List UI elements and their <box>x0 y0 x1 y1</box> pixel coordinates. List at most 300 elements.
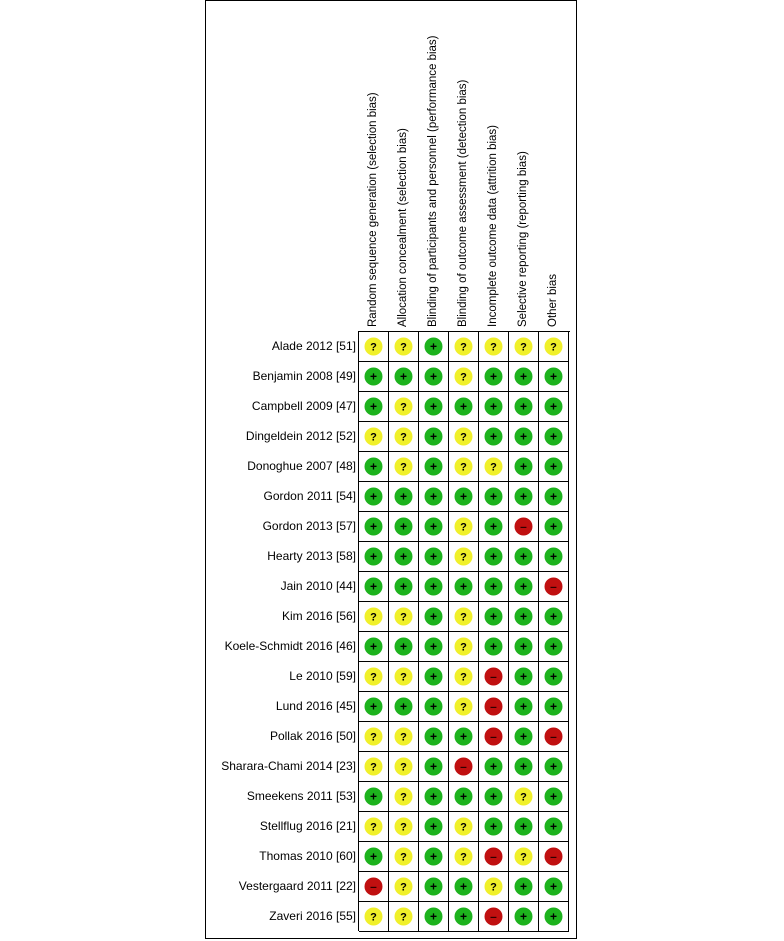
rating-symbol: + <box>519 549 528 564</box>
rating-symbol: + <box>399 519 408 534</box>
rating-low-risk <box>515 398 533 416</box>
rating-low-risk <box>455 488 473 506</box>
rating-symbol: – <box>490 849 497 864</box>
rating-symbol: + <box>369 849 378 864</box>
rating-low-risk <box>425 488 443 506</box>
rating-symbol: ? <box>460 341 467 354</box>
rating-low-risk <box>545 518 563 536</box>
rating-low-risk <box>545 638 563 656</box>
rating-low-risk <box>545 398 563 416</box>
rating-symbol: ? <box>370 911 377 924</box>
rating-symbol: ? <box>400 821 407 834</box>
rating-symbol: + <box>489 759 498 774</box>
rating-symbol: + <box>429 639 438 654</box>
rating-high-risk <box>365 878 383 896</box>
rating-low-risk <box>425 368 443 386</box>
study-label: Benjamin 2008 [49] <box>252 369 356 383</box>
rating-low-risk <box>395 698 413 716</box>
rating-symbol: + <box>429 399 438 414</box>
rating-low-risk <box>545 548 563 566</box>
rating-low-risk <box>425 518 443 536</box>
rating-low-risk <box>425 338 443 356</box>
rating-low-risk <box>395 368 413 386</box>
rating-symbol: ? <box>370 341 377 354</box>
rating-unclear-risk <box>365 728 383 746</box>
rating-low-risk <box>545 878 563 896</box>
rating-symbol: ? <box>520 791 527 804</box>
rating-symbol: + <box>459 489 468 504</box>
rating-symbol: ? <box>400 731 407 744</box>
rating-high-risk <box>545 848 563 866</box>
rating-high-risk <box>545 728 563 746</box>
rating-low-risk <box>485 548 503 566</box>
rating-symbol: + <box>519 669 528 684</box>
rating-high-risk <box>485 908 503 926</box>
rating-low-risk <box>515 668 533 686</box>
rating-low-risk <box>545 668 563 686</box>
study-label: Vestergaard 2011 [22] <box>238 879 356 893</box>
rating-symbol: + <box>369 639 378 654</box>
rating-symbol: + <box>549 549 558 564</box>
rating-symbol: ? <box>370 671 377 684</box>
rating-symbol: + <box>519 459 528 474</box>
rating-symbol: + <box>429 429 438 444</box>
rating-symbol: + <box>519 819 528 834</box>
rating-unclear-risk <box>395 878 413 896</box>
study-label: Le 2010 [59] <box>289 669 356 683</box>
rating-symbol: + <box>459 789 468 804</box>
rating-low-risk <box>545 608 563 626</box>
rating-symbol: – <box>520 519 527 534</box>
rating-symbol: + <box>459 909 468 924</box>
risk-of-bias-svg <box>359 332 571 932</box>
rating-symbol: + <box>489 789 498 804</box>
rating-symbol: + <box>369 789 378 804</box>
rating-low-risk <box>425 908 443 926</box>
rating-symbol: + <box>549 909 558 924</box>
rating-low-risk <box>365 848 383 866</box>
rating-low-risk <box>365 368 383 386</box>
rating-symbol: + <box>429 339 438 354</box>
rating-low-risk <box>485 518 503 536</box>
rating-unclear-risk <box>365 608 383 626</box>
rating-symbol: + <box>429 879 438 894</box>
rating-unclear-risk <box>365 908 383 926</box>
rating-symbol: + <box>489 519 498 534</box>
rating-symbol: ? <box>460 671 467 684</box>
study-label: Lund 2016 [45] <box>275 699 356 713</box>
rating-low-risk <box>395 578 413 596</box>
rating-symbol: ? <box>460 821 467 834</box>
rating-symbol: + <box>369 579 378 594</box>
rating-symbol: + <box>489 489 498 504</box>
rating-low-risk <box>485 398 503 416</box>
study-label: Gordon 2011 [54] <box>263 489 356 503</box>
rating-low-risk <box>425 398 443 416</box>
rating-symbol: ? <box>460 551 467 564</box>
rating-low-risk <box>545 818 563 836</box>
rating-low-risk <box>395 548 413 566</box>
domain-label: Other bias <box>547 273 559 327</box>
rating-unclear-risk <box>395 758 413 776</box>
study-label: Campbell 2009 [47] <box>251 399 356 413</box>
rating-symbol: – <box>490 729 497 744</box>
study-label: Alade 2012 [51] <box>271 339 356 353</box>
rating-low-risk <box>455 878 473 896</box>
rating-symbol: – <box>370 879 377 894</box>
rating-symbol: + <box>459 399 468 414</box>
rating-symbol: + <box>429 729 438 744</box>
rating-low-risk <box>545 368 563 386</box>
rating-symbol: + <box>549 399 558 414</box>
rating-symbol: + <box>549 699 558 714</box>
rating-low-risk <box>515 758 533 776</box>
rating-low-risk <box>425 638 443 656</box>
rating-symbol: ? <box>520 851 527 864</box>
rating-symbol: + <box>369 519 378 534</box>
rating-unclear-risk <box>455 518 473 536</box>
domain-label: Blinding of participants and personnel (performance bias) <box>427 35 439 327</box>
rating-symbol: + <box>429 609 438 624</box>
rating-low-risk <box>455 788 473 806</box>
rating-symbol: + <box>399 489 408 504</box>
rating-symbol: + <box>549 789 558 804</box>
rating-high-risk <box>455 758 473 776</box>
rating-symbol: + <box>519 399 528 414</box>
rating-symbol: + <box>369 699 378 714</box>
rating-low-risk <box>455 578 473 596</box>
rating-high-risk <box>515 518 533 536</box>
rating-low-risk <box>425 668 443 686</box>
rating-symbol: + <box>429 789 438 804</box>
rating-unclear-risk <box>455 338 473 356</box>
rating-symbol: + <box>429 909 438 924</box>
study-label: Dingeldein 2012 [52] <box>245 429 356 443</box>
rating-low-risk <box>515 578 533 596</box>
rating-unclear-risk <box>395 608 413 626</box>
rating-low-risk <box>425 728 443 746</box>
rating-symbol: ? <box>490 881 497 894</box>
rating-unclear-risk <box>395 458 413 476</box>
rating-symbol: ? <box>550 341 557 354</box>
rating-unclear-risk <box>395 398 413 416</box>
rating-unclear-risk <box>455 818 473 836</box>
rating-symbol: + <box>519 429 528 444</box>
rating-symbol: + <box>489 639 498 654</box>
rating-symbol: + <box>399 549 408 564</box>
rating-symbol: + <box>489 369 498 384</box>
study-label: Jain 2010 [44] <box>280 579 356 593</box>
rating-symbol: + <box>429 489 438 504</box>
rating-symbol: ? <box>400 671 407 684</box>
rating-unclear-risk <box>455 698 473 716</box>
rating-symbol: ? <box>460 641 467 654</box>
rating-symbol: + <box>399 369 408 384</box>
study-label: Donoghue 2007 [48] <box>247 459 356 473</box>
rating-symbol: ? <box>460 431 467 444</box>
rating-symbol: + <box>489 549 498 564</box>
rating-unclear-risk <box>515 848 533 866</box>
domain-label: Incomplete outcome data (attrition bias) <box>487 125 499 327</box>
rating-low-risk <box>485 788 503 806</box>
rating-symbol: + <box>429 459 438 474</box>
rating-low-risk <box>425 848 443 866</box>
rating-symbol: + <box>519 489 528 504</box>
rating-symbol: ? <box>400 401 407 414</box>
rating-symbol: + <box>459 579 468 594</box>
rating-symbol: – <box>460 759 467 774</box>
rating-unclear-risk <box>545 338 563 356</box>
rating-high-risk <box>485 728 503 746</box>
rating-low-risk <box>485 488 503 506</box>
rating-symbol: + <box>489 399 498 414</box>
rating-symbol: + <box>369 549 378 564</box>
rating-symbol: + <box>549 759 558 774</box>
rating-low-risk <box>545 428 563 446</box>
domain-label: Random sequence generation (selection bias) <box>367 92 379 327</box>
rating-low-risk <box>515 878 533 896</box>
rating-symbol: + <box>549 459 558 474</box>
rating-symbol: + <box>459 729 468 744</box>
rating-symbol: ? <box>400 791 407 804</box>
rating-symbol: ? <box>370 731 377 744</box>
rating-symbol: + <box>399 699 408 714</box>
rating-high-risk <box>485 668 503 686</box>
rating-symbol: + <box>429 579 438 594</box>
rating-unclear-risk <box>365 818 383 836</box>
rating-symbol: + <box>519 369 528 384</box>
rating-low-risk <box>365 548 383 566</box>
rating-symbol: ? <box>400 431 407 444</box>
rating-unclear-risk <box>395 728 413 746</box>
rating-symbol: ? <box>370 431 377 444</box>
rating-symbol: + <box>489 429 498 444</box>
rating-low-risk <box>395 638 413 656</box>
rating-high-risk <box>545 578 563 596</box>
rating-unclear-risk <box>455 548 473 566</box>
rating-low-risk <box>425 818 443 836</box>
rating-symbol: + <box>429 849 438 864</box>
rating-symbol: + <box>429 759 438 774</box>
rating-unclear-risk <box>485 878 503 896</box>
rating-low-risk <box>365 578 383 596</box>
rating-unclear-risk <box>395 788 413 806</box>
rating-symbol: + <box>519 759 528 774</box>
rating-high-risk <box>485 848 503 866</box>
rating-low-risk <box>545 908 563 926</box>
rating-low-risk <box>455 398 473 416</box>
rating-symbol: – <box>490 669 497 684</box>
rating-symbol: + <box>549 519 558 534</box>
rating-symbol: ? <box>400 761 407 774</box>
rating-low-risk <box>425 788 443 806</box>
rating-low-risk <box>485 638 503 656</box>
rating-symbol: + <box>459 879 468 894</box>
rating-low-risk <box>485 428 503 446</box>
rating-low-risk <box>485 758 503 776</box>
rating-unclear-risk <box>455 848 473 866</box>
study-label: Sharara-Chami 2014 [23] <box>221 759 356 773</box>
rating-unclear-risk <box>455 428 473 446</box>
domain-label: Allocation concealment (selection bias) <box>397 128 409 327</box>
rating-low-risk <box>515 368 533 386</box>
rating-symbol: ? <box>460 461 467 474</box>
rating-low-risk <box>515 548 533 566</box>
rating-symbol: + <box>399 639 408 654</box>
rating-low-risk <box>455 728 473 746</box>
rating-low-risk <box>515 638 533 656</box>
rating-unclear-risk <box>395 818 413 836</box>
rating-low-risk <box>515 908 533 926</box>
rating-low-risk <box>425 878 443 896</box>
rating-symbol: ? <box>490 461 497 474</box>
rating-low-risk <box>485 608 503 626</box>
rating-low-risk <box>485 578 503 596</box>
rating-low-risk <box>545 758 563 776</box>
rating-unclear-risk <box>395 668 413 686</box>
rating-symbol: + <box>369 369 378 384</box>
rating-symbol: + <box>429 369 438 384</box>
rating-symbol: + <box>519 579 528 594</box>
rating-symbol: – <box>550 579 557 594</box>
study-label: Hearty 2013 [58] <box>267 549 356 563</box>
rating-symbol: ? <box>400 461 407 474</box>
rating-low-risk <box>515 818 533 836</box>
rating-symbol: – <box>550 849 557 864</box>
rating-symbol: + <box>519 699 528 714</box>
rating-unclear-risk <box>485 458 503 476</box>
rating-unclear-risk <box>455 608 473 626</box>
rating-unclear-risk <box>395 338 413 356</box>
rating-low-risk <box>485 368 503 386</box>
domain-label: Selective reporting (reporting bias) <box>517 151 529 327</box>
rating-symbol: ? <box>460 851 467 864</box>
study-label: Koele-Schmidt 2016 [46] <box>224 639 356 653</box>
rating-low-risk <box>515 488 533 506</box>
rating-low-risk <box>515 428 533 446</box>
rating-symbol: ? <box>520 341 527 354</box>
rating-unclear-risk <box>455 368 473 386</box>
rating-symbol: ? <box>400 341 407 354</box>
rating-symbol: + <box>399 579 408 594</box>
rating-low-risk <box>365 488 383 506</box>
rating-symbol: + <box>549 819 558 834</box>
study-label: Thomas 2010 [60] <box>259 849 356 863</box>
rating-low-risk <box>515 698 533 716</box>
rating-unclear-risk <box>515 338 533 356</box>
rating-low-risk <box>365 518 383 536</box>
study-label: Stellflug 2016 [21] <box>259 819 356 833</box>
domain-label: Blinding of outcome assessment (detection bias) <box>457 79 469 327</box>
rating-low-risk <box>425 428 443 446</box>
rating-unclear-risk <box>365 758 383 776</box>
rating-symbol: + <box>429 519 438 534</box>
rating-symbol: ? <box>460 701 467 714</box>
rating-low-risk <box>425 458 443 476</box>
rating-low-risk <box>365 788 383 806</box>
rating-unclear-risk <box>455 638 473 656</box>
rating-unclear-risk <box>365 668 383 686</box>
rating-unclear-risk <box>395 848 413 866</box>
rating-symbol: ? <box>400 851 407 864</box>
rating-symbol: ? <box>460 521 467 534</box>
rating-low-risk <box>515 728 533 746</box>
rating-low-risk <box>365 458 383 476</box>
study-label: Zaveri 2016 [55] <box>269 909 356 923</box>
rating-symbol: ? <box>490 341 497 354</box>
risk-of-bias-grid <box>358 331 570 931</box>
rating-symbol: + <box>519 609 528 624</box>
rating-low-risk <box>425 758 443 776</box>
rating-unclear-risk <box>395 428 413 446</box>
rating-unclear-risk <box>515 788 533 806</box>
rating-unclear-risk <box>485 338 503 356</box>
rating-low-risk <box>365 698 383 716</box>
rating-low-risk <box>545 788 563 806</box>
rating-low-risk <box>515 608 533 626</box>
rating-symbol: ? <box>400 881 407 894</box>
rating-low-risk <box>515 458 533 476</box>
study-label: Kim 2016 [56] <box>281 609 356 623</box>
rating-low-risk <box>545 698 563 716</box>
rating-low-risk <box>395 518 413 536</box>
rating-symbol: + <box>549 609 558 624</box>
rating-symbol: + <box>519 729 528 744</box>
rating-symbol: ? <box>400 911 407 924</box>
rating-symbol: ? <box>460 611 467 624</box>
rating-unclear-risk <box>395 908 413 926</box>
rating-symbol: ? <box>460 371 467 384</box>
rating-symbol: ? <box>370 611 377 624</box>
rating-symbol: + <box>549 639 558 654</box>
rating-symbol: – <box>490 699 497 714</box>
rating-unclear-risk <box>365 428 383 446</box>
rating-symbol: + <box>489 579 498 594</box>
rating-low-risk <box>485 818 503 836</box>
rating-symbol: + <box>429 549 438 564</box>
rating-symbol: + <box>369 399 378 414</box>
rating-low-risk <box>395 488 413 506</box>
rating-symbol: + <box>429 819 438 834</box>
rating-symbol: – <box>550 729 557 744</box>
rating-symbol: + <box>549 879 558 894</box>
study-label: Gordon 2013 [57] <box>262 519 356 533</box>
rating-low-risk <box>545 488 563 506</box>
rating-low-risk <box>425 548 443 566</box>
rating-symbol: + <box>549 429 558 444</box>
rating-symbol: + <box>489 609 498 624</box>
rating-symbol: + <box>519 639 528 654</box>
study-label: Pollak 2016 [50] <box>269 729 356 743</box>
rating-low-risk <box>365 638 383 656</box>
rating-symbol: – <box>490 909 497 924</box>
rating-symbol: + <box>549 369 558 384</box>
rating-unclear-risk <box>455 668 473 686</box>
rating-low-risk <box>365 398 383 416</box>
rating-low-risk <box>455 908 473 926</box>
rating-low-risk <box>425 608 443 626</box>
rating-low-risk <box>545 458 563 476</box>
rating-high-risk <box>485 698 503 716</box>
study-label: Smeekens 2011 [53] <box>246 789 356 803</box>
rating-symbol: ? <box>370 821 377 834</box>
rating-low-risk <box>425 698 443 716</box>
rating-unclear-risk <box>365 338 383 356</box>
rating-symbol: ? <box>370 761 377 774</box>
rating-symbol: + <box>429 699 438 714</box>
rating-low-risk <box>425 578 443 596</box>
rating-symbol: + <box>369 459 378 474</box>
